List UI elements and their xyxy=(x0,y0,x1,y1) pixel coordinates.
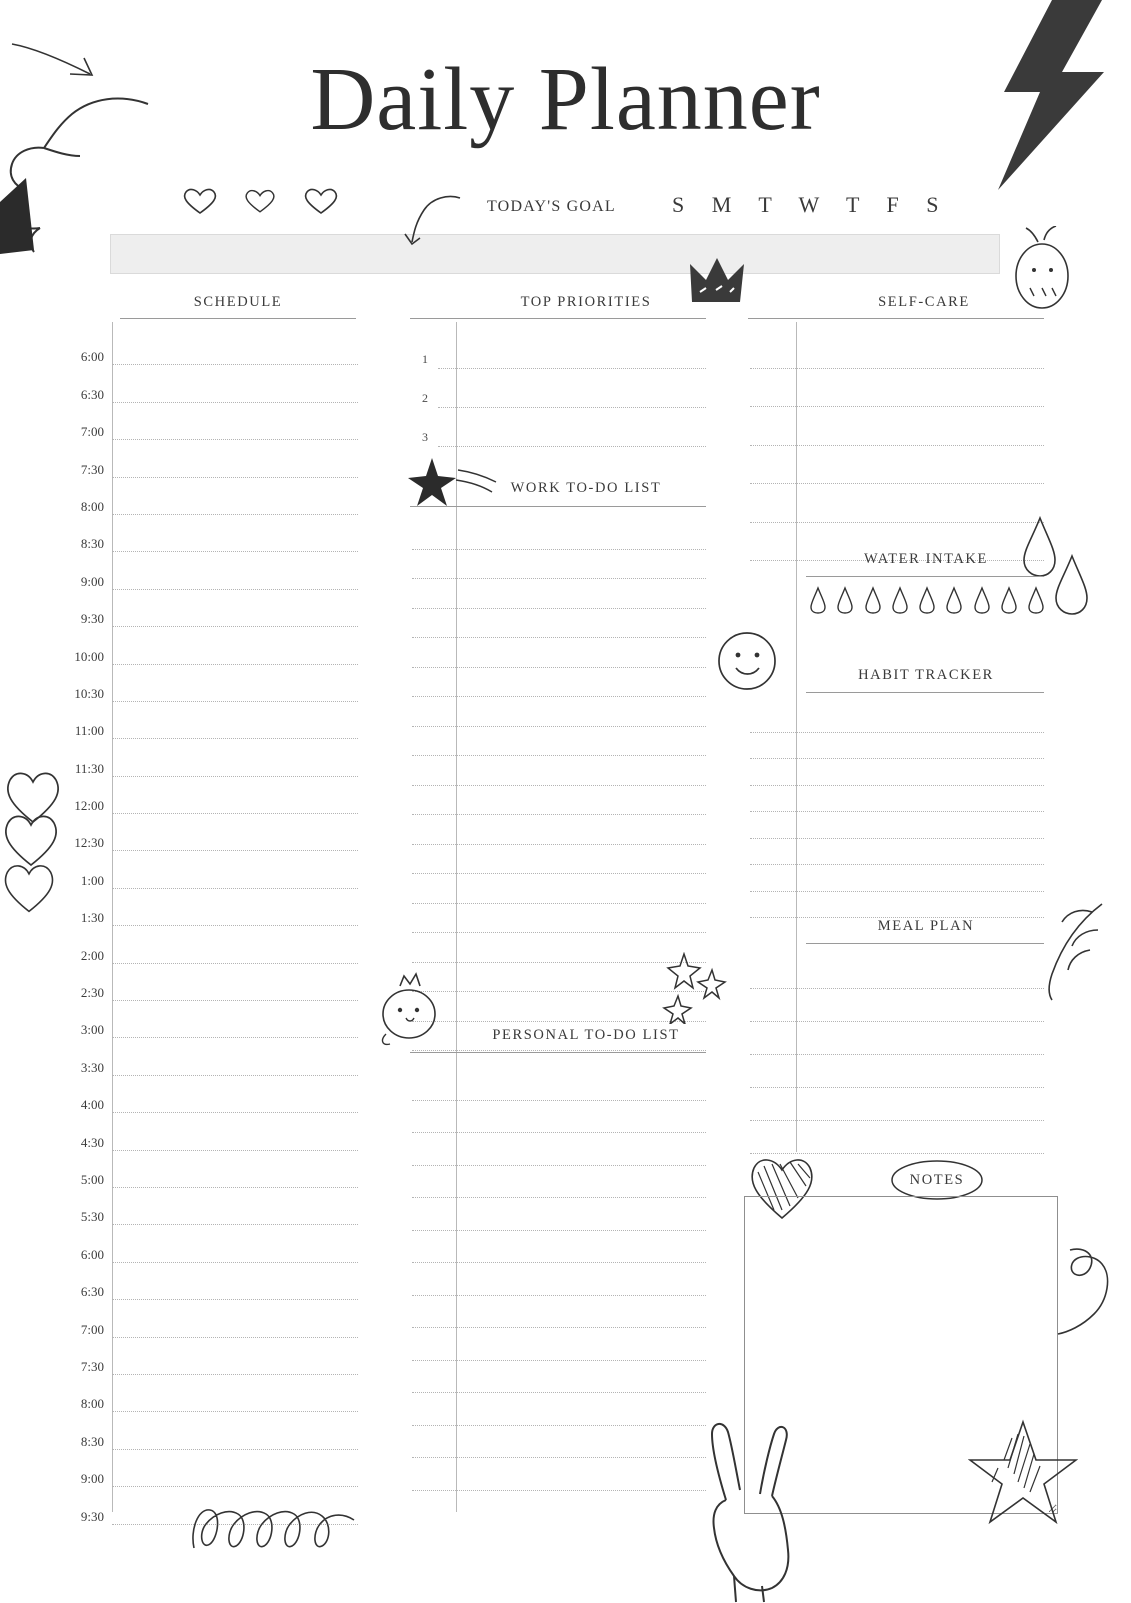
schedule-write-line[interactable] xyxy=(112,963,358,964)
habit-tracker-line[interactable] xyxy=(750,733,1044,760)
schedule-time-label: 1:00 xyxy=(80,872,104,888)
schedule-row[interactable] xyxy=(58,440,358,477)
water-intake-heading: WATER INTAKE xyxy=(864,551,988,567)
schedule-time-label: 7:30 xyxy=(80,461,104,477)
schedule-time-label: 2:00 xyxy=(80,947,104,963)
schedule-write-line[interactable] xyxy=(112,1486,358,1487)
personal-todo-line[interactable] xyxy=(412,1231,706,1264)
schedule-write-line[interactable] xyxy=(112,1150,358,1151)
schedule-time-label: 8:00 xyxy=(80,1396,104,1412)
personal-todo-line[interactable] xyxy=(412,1101,706,1134)
schedule-write-line[interactable] xyxy=(112,1000,358,1001)
sparkle-stars-doodle xyxy=(660,952,730,1024)
peace-hand-doodle xyxy=(686,1408,806,1603)
schedule-row[interactable] xyxy=(58,478,358,515)
smiley-face-doodle xyxy=(716,630,778,692)
schedule-list xyxy=(58,328,358,1525)
schedule-write-line[interactable] xyxy=(112,1411,358,1412)
work-todo-line[interactable] xyxy=(412,638,706,668)
lightning-bolt-doodle xyxy=(984,0,1114,190)
chick-character-doodle xyxy=(366,972,456,1052)
schedule-time-label: 4:30 xyxy=(80,1134,104,1150)
schedule-time-label: 6:30 xyxy=(80,1284,104,1300)
schedule-row[interactable] xyxy=(58,665,358,702)
priority-write-line[interactable] xyxy=(438,446,706,447)
schedule-write-line[interactable] xyxy=(112,1112,358,1113)
priority-row[interactable] xyxy=(412,330,706,369)
schedule-time-label: 11:30 xyxy=(74,760,104,776)
schedule-time-label: 5:30 xyxy=(80,1209,104,1225)
self-care-rule xyxy=(748,318,1044,319)
schedule-row[interactable] xyxy=(58,1188,358,1225)
schedule-time-label: 8:00 xyxy=(80,498,104,514)
water-drop-checkbox[interactable] xyxy=(919,586,935,614)
work-todo-line[interactable] xyxy=(412,815,706,845)
schedule-write-line[interactable] xyxy=(112,514,358,515)
priority-write-line[interactable] xyxy=(438,407,706,408)
todays-goal-label: TODAY'S GOAL xyxy=(487,198,616,215)
schedule-row[interactable] xyxy=(58,1375,358,1412)
schedule-write-line[interactable] xyxy=(112,1224,358,1225)
water-drop-checkbox[interactable] xyxy=(865,586,881,614)
schedule-row[interactable] xyxy=(58,1001,358,1038)
schedule-write-line[interactable] xyxy=(112,551,358,552)
schedule-time-label: 1:30 xyxy=(80,910,104,926)
habit-tracker-rule xyxy=(806,692,1044,693)
schedule-time-label: 3:00 xyxy=(80,1022,104,1038)
schedule-write-line[interactable] xyxy=(112,1187,358,1188)
schedule-row[interactable] xyxy=(58,1263,358,1300)
schedule-write-line[interactable] xyxy=(112,1449,358,1450)
habit-tracker-line[interactable] xyxy=(750,759,1044,786)
water-drop-checkbox[interactable] xyxy=(1001,586,1017,614)
schedule-write-line[interactable] xyxy=(112,1037,358,1038)
schedule-row[interactable] xyxy=(58,739,358,776)
water-drop-checkbox[interactable] xyxy=(946,586,962,614)
personal-todo-line[interactable] xyxy=(412,1426,706,1459)
schedule-heading-rule xyxy=(120,318,356,319)
personal-todo-line[interactable] xyxy=(412,1296,706,1329)
top-priorities-heading: TOP PRIORITIES xyxy=(520,294,652,310)
personal-todo-line[interactable] xyxy=(412,1458,706,1491)
self-care-list xyxy=(750,330,1044,561)
schedule-row[interactable] xyxy=(58,1412,358,1449)
self-care-line[interactable] xyxy=(750,330,1044,369)
self-care-line[interactable] xyxy=(750,484,1044,523)
personal-todo-line[interactable] xyxy=(412,1361,706,1394)
water-drop-checkbox[interactable] xyxy=(892,586,908,614)
schedule-write-line[interactable] xyxy=(112,850,358,851)
schedule-write-line[interactable] xyxy=(112,477,358,478)
schedule-row[interactable] xyxy=(58,328,358,365)
arrow-doodle xyxy=(10,38,100,83)
meal-plan-heading: MEAL PLAN xyxy=(877,918,975,934)
schedule-write-line[interactable] xyxy=(112,925,358,926)
schedule-time-label: 2:30 xyxy=(80,985,104,1001)
habit-tracker-list xyxy=(750,706,1044,918)
water-drop-checkbox[interactable] xyxy=(810,586,826,614)
leaf-branch-doodle xyxy=(1006,896,1116,1006)
schedule-heading: SCHEDULE xyxy=(193,294,283,310)
schedule-write-line[interactable] xyxy=(112,364,358,365)
schedule-row[interactable] xyxy=(58,1338,358,1375)
schedule-time-label: 9:30 xyxy=(80,1508,104,1524)
top-priorities-list xyxy=(412,330,706,447)
schedule-write-line[interactable] xyxy=(112,1262,358,1263)
top-priorities-rule xyxy=(410,318,706,319)
habit-tracker-line[interactable] xyxy=(750,706,1044,733)
work-todo-heading: WORK TO-DO LIST xyxy=(510,480,662,496)
schedule-write-line[interactable] xyxy=(112,664,358,665)
schedule-row[interactable] xyxy=(58,590,358,627)
work-todo-line[interactable] xyxy=(412,550,706,580)
schedule-row[interactable] xyxy=(58,964,358,1001)
schedule-time-label: 7:30 xyxy=(80,1358,104,1374)
schedule-row[interactable] xyxy=(58,889,358,926)
meal-plan-list xyxy=(750,956,1044,1154)
work-todo-line[interactable] xyxy=(412,520,706,550)
work-todo-line[interactable] xyxy=(412,786,706,816)
work-todo-line[interactable] xyxy=(412,756,706,786)
work-todo-rule xyxy=(410,506,706,507)
curl-arrow-doodle xyxy=(398,192,468,254)
personal-todo-line[interactable] xyxy=(412,1393,706,1426)
schedule-write-line[interactable] xyxy=(112,738,358,739)
loop-squiggle-doodle xyxy=(188,1494,358,1554)
priority-number: 2 xyxy=(422,391,428,405)
schedule-time-label: 9:30 xyxy=(80,611,104,627)
schedule-time-label: 3:30 xyxy=(80,1059,104,1075)
personal-todo-line[interactable] xyxy=(412,1133,706,1166)
personal-todo-line[interactable] xyxy=(412,1198,706,1231)
habit-tracker-heading: HABIT TRACKER xyxy=(858,667,994,683)
schedule-time-label: 7:00 xyxy=(80,1321,104,1337)
schedule-time-label: 6:00 xyxy=(80,349,104,365)
personal-todo-line[interactable] xyxy=(412,1263,706,1296)
priority-number: 3 xyxy=(422,430,428,444)
weekday-selector[interactable]: S M T W T F S xyxy=(672,192,950,217)
work-todo-line[interactable] xyxy=(412,845,706,875)
schedule-time-label: 8:30 xyxy=(80,536,104,552)
personal-todo-list xyxy=(412,1068,706,1491)
schedule-write-line[interactable] xyxy=(112,1374,358,1375)
scribble-star-doodle xyxy=(968,1416,1078,1536)
heart-outline-doodle xyxy=(180,186,342,216)
schedule-write-line[interactable] xyxy=(112,589,358,590)
water-intake-tracker[interactable] xyxy=(810,586,1044,614)
meal-plan-line[interactable] xyxy=(750,989,1044,1022)
schedule-row[interactable] xyxy=(58,926,358,963)
schedule-time-label: 6:00 xyxy=(80,1246,104,1262)
schedule-time-label: 7:00 xyxy=(80,424,104,440)
habit-tracker-line[interactable] xyxy=(750,812,1044,839)
priority-write-line[interactable] xyxy=(438,368,706,369)
schedule-write-line[interactable] xyxy=(112,888,358,889)
priority-row[interactable] xyxy=(412,369,706,408)
work-todo-line[interactable] xyxy=(412,668,706,698)
work-todo-line[interactable] xyxy=(412,579,706,609)
habit-tracker-line[interactable] xyxy=(750,839,1044,866)
schedule-time-label: 5:00 xyxy=(80,1171,104,1187)
self-care-line[interactable] xyxy=(750,369,1044,408)
self-care-heading: SELF-CARE xyxy=(878,294,970,310)
schedule-row[interactable] xyxy=(58,1151,358,1188)
water-drop-checkbox[interactable] xyxy=(837,586,853,614)
page-title: Daily Planner xyxy=(310,50,821,149)
schedule-row[interactable] xyxy=(58,515,358,552)
meal-plan-line[interactable] xyxy=(750,956,1044,989)
crown-doodle xyxy=(686,254,748,312)
schedule-time-label: 9:00 xyxy=(80,1471,104,1487)
notes-heading: NOTES xyxy=(909,1172,965,1188)
schedule-row[interactable] xyxy=(58,1450,358,1487)
schedule-row[interactable] xyxy=(58,1300,358,1337)
work-todo-line[interactable] xyxy=(412,727,706,757)
priority-row[interactable] xyxy=(412,408,706,447)
schedule-write-line[interactable] xyxy=(112,813,358,814)
self-care-line[interactable] xyxy=(750,407,1044,446)
schedule-row[interactable] xyxy=(58,403,358,440)
schedule-write-line[interactable] xyxy=(112,1337,358,1338)
schedule-time-label: 12:30 xyxy=(74,835,104,851)
water-intake-rule xyxy=(806,576,1044,577)
schedule-row[interactable] xyxy=(58,552,358,589)
meal-plan-line[interactable] xyxy=(750,1121,1044,1154)
priority-number: 1 xyxy=(422,352,428,366)
schedule-row[interactable] xyxy=(58,627,358,664)
schedule-row[interactable] xyxy=(58,365,358,402)
schedule-write-line[interactable] xyxy=(112,776,358,777)
schedule-write-line[interactable] xyxy=(112,439,358,440)
pointing-hand-doodle xyxy=(0,82,150,257)
schedule-time-label: 10:30 xyxy=(74,685,104,701)
schedule-row[interactable] xyxy=(58,1076,358,1113)
schedule-time-label: 12:00 xyxy=(74,798,104,814)
schedule-time-label: 9:00 xyxy=(80,573,104,589)
work-todo-line[interactable] xyxy=(412,697,706,727)
swirl-doodle xyxy=(1056,1246,1131,1346)
habit-tracker-line[interactable] xyxy=(750,892,1044,919)
schedule-row[interactable] xyxy=(58,1038,358,1075)
work-todo-line[interactable] xyxy=(412,874,706,904)
schedule-time-label: 4:00 xyxy=(80,1097,104,1113)
habit-tracker-line[interactable] xyxy=(750,865,1044,892)
personal-todo-line[interactable] xyxy=(412,1068,706,1101)
meal-plan-line[interactable] xyxy=(750,1022,1044,1055)
work-todo-line[interactable] xyxy=(412,609,706,639)
water-drop-checkbox[interactable] xyxy=(974,586,990,614)
schedule-row[interactable] xyxy=(58,777,358,814)
todays-goal-input[interactable] xyxy=(110,234,1000,274)
schedule-time-label: 8:30 xyxy=(80,1433,104,1449)
meal-plan-line[interactable] xyxy=(750,1088,1044,1121)
personal-todo-line[interactable] xyxy=(412,1328,706,1361)
schedule-time-label: 6:30 xyxy=(80,386,104,402)
schedule-time-label: 10:00 xyxy=(74,648,104,664)
schedule-write-line[interactable] xyxy=(112,626,358,627)
schedule-row[interactable] xyxy=(58,1113,358,1150)
schedule-row[interactable] xyxy=(58,851,358,888)
schedule-row[interactable] xyxy=(58,702,358,739)
schedule-row[interactable] xyxy=(58,814,358,851)
self-care-line[interactable] xyxy=(750,446,1044,485)
personal-todo-rule xyxy=(410,1052,706,1053)
personal-todo-heading: PERSONAL TO-DO LIST xyxy=(492,1027,680,1043)
water-drop-checkbox[interactable] xyxy=(1028,586,1044,614)
schedule-write-line[interactable] xyxy=(112,701,358,702)
schedule-row[interactable] xyxy=(58,1225,358,1262)
schedule-write-line[interactable] xyxy=(112,1075,358,1076)
schedule-write-line[interactable] xyxy=(112,1299,358,1300)
schedule-write-line[interactable] xyxy=(112,402,358,403)
habit-tracker-line[interactable] xyxy=(750,786,1044,813)
meal-plan-line[interactable] xyxy=(750,1055,1044,1088)
heart-outline-doodle xyxy=(0,858,58,916)
schedule-time-label: 11:00 xyxy=(74,723,104,739)
work-todo-line[interactable] xyxy=(412,904,706,934)
personal-todo-line[interactable] xyxy=(412,1166,706,1199)
